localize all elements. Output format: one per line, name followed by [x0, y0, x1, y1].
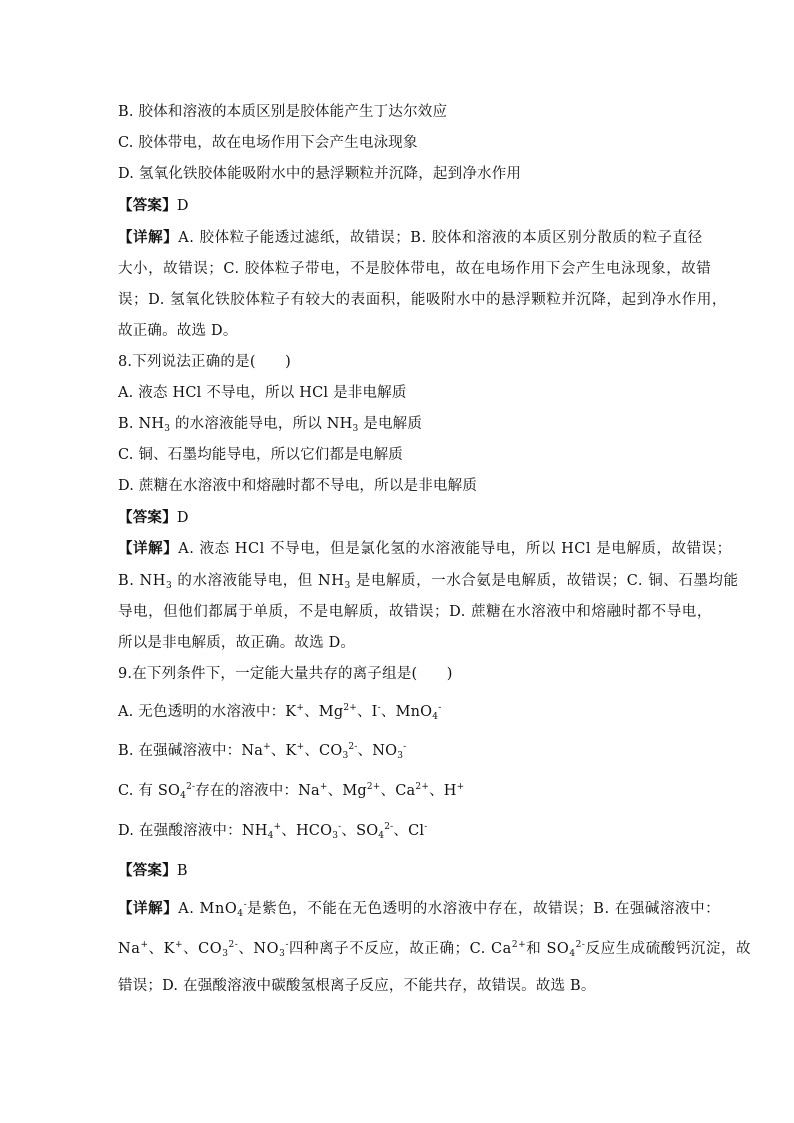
subscript: 4: [237, 909, 244, 919]
text: 是电解质: [358, 416, 423, 432]
q9-option-b: B. 在强碱溶液中：Na+、K+、$CO_3^{2-}$、$NO_3^-$: [118, 742, 407, 761]
answer-label: 【答案】: [118, 509, 177, 526]
q7-answer: [118, 197, 678, 215]
q9-detail-line-3: 错误；D. 在强酸溶液中碳酸氢根离子反应，不能共存，故错误。故选 B。: [118, 978, 596, 994]
superscript: +: [263, 742, 271, 752]
subscript: 3: [222, 949, 229, 959]
q9-answer: [118, 862, 678, 880]
q7-option-c: C. 胶体带电，故在电场作用下会产生电泳现象: [118, 135, 418, 151]
superscript: -: [438, 703, 442, 713]
superscript: +: [273, 822, 282, 832]
superscript: 2+: [343, 703, 357, 713]
superscript: 2-: [186, 782, 196, 792]
subscript: 4: [432, 712, 439, 722]
superscript: 2+: [511, 940, 527, 950]
superscript: -: [285, 940, 289, 950]
detail-label: 【详解】: [118, 900, 179, 917]
subscript: 3: [332, 831, 339, 841]
detail-text: A. 胶体粒子能透过滤纸，故错误；B. 胶体和溶液的本质区别分散质的粒子直径: [178, 230, 703, 246]
q7-detail-line-3: 误；D. 氢氧化铁胶体粒子有较大的表面积，能吸附水中的悬浮颗粒并沉降，起到净水作用，: [118, 292, 727, 308]
text: B. NH: [118, 416, 165, 432]
subscript: 4: [569, 949, 576, 959]
text: 的水溶液能导电，所以 NH: [170, 416, 353, 432]
q7-detail-line-4: 故正确。故选 D。: [118, 323, 238, 339]
detail-label: 【详解】: [118, 229, 179, 246]
subscript: 4: [378, 831, 385, 841]
q9-option-d: D. 在强酸溶液中：$NH_4^+$、$HCO_3^-$、$SO_4^{2-}$、Cl-: [118, 822, 428, 841]
subscript: 4: [267, 831, 274, 841]
q7-detail-line-2: 大小，故错误；C. 胶体粒子带电，不是胶体带电，故在电场作用下会产生电泳现象，故错: [118, 261, 712, 277]
detail-label: 【详解】: [118, 540, 179, 557]
text: B. NH: [118, 573, 166, 589]
q7-option-b: B. 胶体和溶液的本质区别是胶体能产生丁达尔效应: [118, 104, 448, 120]
answer-value: D: [176, 510, 189, 526]
subscript: 3: [279, 949, 286, 959]
q9-stem: 9.在下列条件下，一定能大量共存的离子组是( ): [118, 666, 453, 682]
answer-value: D: [176, 198, 189, 214]
superscript: -: [243, 900, 248, 910]
q8-option-d: D. 蔗糖在水溶液中和熔融时都不导电，所以是非电解质: [118, 478, 478, 494]
superscript: +: [319, 782, 328, 792]
q9-option-a: A. 无色透明的水溶液中：K+、$Mg^{2+}$、I-、MnO$_4$-: [118, 703, 442, 722]
subscript: 3: [164, 424, 171, 434]
subscript: 3: [344, 581, 351, 591]
answer-label: 【答案】: [118, 197, 177, 214]
superscript: +: [296, 703, 305, 713]
q8-option-c: C. 铜、石墨均能导电，所以它们都是电解质: [118, 447, 403, 463]
q8-detail-line-4: 所以是非电解质，故正确。故选 D。: [118, 635, 356, 651]
superscript: +: [140, 940, 149, 950]
superscript: -: [338, 822, 342, 832]
subscript: 3: [352, 424, 359, 434]
superscript: +: [174, 940, 184, 950]
superscript: 2-: [384, 822, 394, 832]
q9-detail-line-2: Na+、K+、$CO_3^{2-}$、$NO_3^-$四种离子不反应，故正确；C. $Ca^{2+}$和 $SO_4^{2-}$反应生成硫酸钙沉淀，故: [118, 940, 752, 959]
q8-stem: 8.下列说法正确的是( ): [118, 354, 291, 370]
superscript: 2-: [348, 742, 358, 752]
superscript: +: [296, 742, 305, 752]
q9-option-c: C. 有 $SO_4^{2-}$存在的溶液中：Na+、$Mg^{2+}$、$Ca^{2+}$、H+: [118, 782, 465, 801]
superscript: 2+: [366, 782, 381, 792]
q7-option-d: D. 氢氧化铁胶体能吸附水中的悬浮颗粒并沉降，起到净水作用: [118, 166, 522, 182]
q8-option-b: [118, 415, 678, 433]
q9-detail-line-1: 【详解】A. MnO$_4$-是紫色，不能在无色透明的水溶液中存在，故错误；B. 在强碱溶液中：: [118, 900, 721, 919]
text: 是电解质，一水合氨是电解质，故错误；C. 铜、石墨均能: [350, 573, 739, 589]
subscript: 3: [397, 751, 404, 761]
q8-detail-line-2: [118, 572, 739, 591]
q8-detail-line-1: [118, 540, 732, 558]
subscript: 3: [165, 581, 173, 591]
superscript: 2-: [575, 940, 586, 950]
superscript: 2+: [415, 782, 430, 792]
answer-value: B: [176, 863, 188, 879]
q8-answer: [118, 509, 678, 527]
answer-label: 【答案】: [118, 862, 177, 879]
q8-detail-line-3: 导电，但他们都属于单质，不是电解质，故错误；D. 蔗糖在水溶液中和熔融时都不导电，: [118, 604, 712, 620]
q8-option-a: A. 液态 HCl 不导电，所以 HCl 是非电解质: [118, 385, 407, 401]
detail-text: A. 液态 HCl 不导电，但是氯化氢的水溶液能导电，所以 HCl 是电解质，故错误；: [178, 541, 732, 557]
text: 的水溶液能导电，但 NH: [172, 573, 345, 589]
q7-detail-line-1: [118, 229, 703, 247]
superscript: +: [456, 782, 465, 792]
superscript: -: [377, 703, 381, 713]
subscript: 3: [342, 751, 349, 761]
superscript: 2-: [228, 940, 239, 950]
subscript: 4: [180, 791, 187, 801]
superscript: -: [424, 822, 428, 832]
superscript: -: [403, 742, 407, 752]
